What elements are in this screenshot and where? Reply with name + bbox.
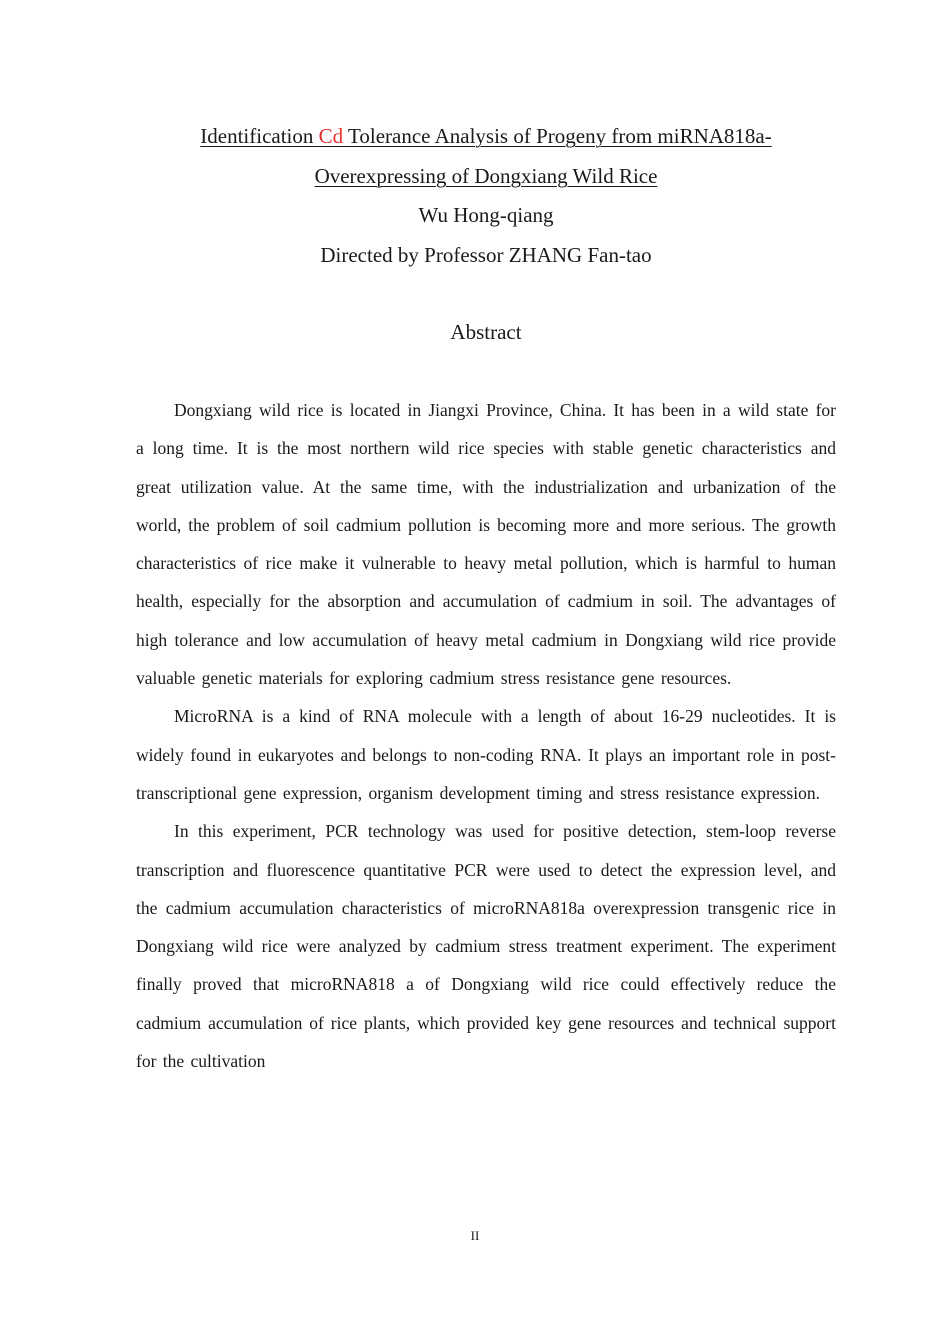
abstract-heading: Abstract (450, 320, 522, 344)
abstract-body (136, 391, 836, 1080)
title-line-2: Overexpressing of Dongxiang Wild Rice (314, 163, 658, 188)
abstract-paragraph-1: Dongxiang wild rice is located in Jiangxi Province, China. It has been in a wild state for a long time. It is the most northern wild rice species with stable genetic characteristics and great utilization value. At the same time, with the industrialization and urbanization of the world, the problem of soil cadmium pollution is becoming more and more serious. The growth characteristics of rice make it vulnerable to heavy metal pollution, which is harmful to human health, especially for the absorption and accumulation of cadmium in soil. The advantages of high tolerance and low accumulation of heavy metal cadmium in Dongxiang wild rice provide valuable genetic materials for exploring cadmium stress resistance gene resources. (136, 400, 836, 689)
title-block (136, 117, 836, 275)
page-number: II (470, 1228, 480, 1243)
abstract-paragraph-2: MicroRNA is a kind of RNA molecule with a length of about 16-29 nucleotides. It is widely found in eukaryotes and belongs to non-coding RNA. It plays an important role in post-transcriptional gene expression, organism development timing and stress resistance expression. (136, 706, 836, 803)
title-part-1: Identification (200, 124, 319, 148)
title-highlight-cd: Cd (318, 124, 349, 148)
advisor-line: Directed by Professor ZHANG Fan-tao (320, 242, 652, 267)
author-name: Wu Hong-qiang (418, 203, 554, 227)
abstract-paragraph-3: In this experiment, PCR technology was used for positive detection, stem-loop reverse transcription and fluorescence quantitative PCR were used to detect the expression level, and the cadmium accumulation characteristics of microRNA818a overexpression transgenic rice in Dongxiang wild rice were analyzed by cadmium stress treatment experiment. The experiment finally proved that microRNA818 a of Dongxiang wild rice could effectively reduce the cadmium accumulation of rice plants, which provided key gene resources and technical support for the cultivation (136, 821, 836, 1072)
title-part-2: Tolerance Analysis of Progeny from miRNA818a- (348, 124, 772, 148)
title-line-1 (136, 117, 836, 157)
